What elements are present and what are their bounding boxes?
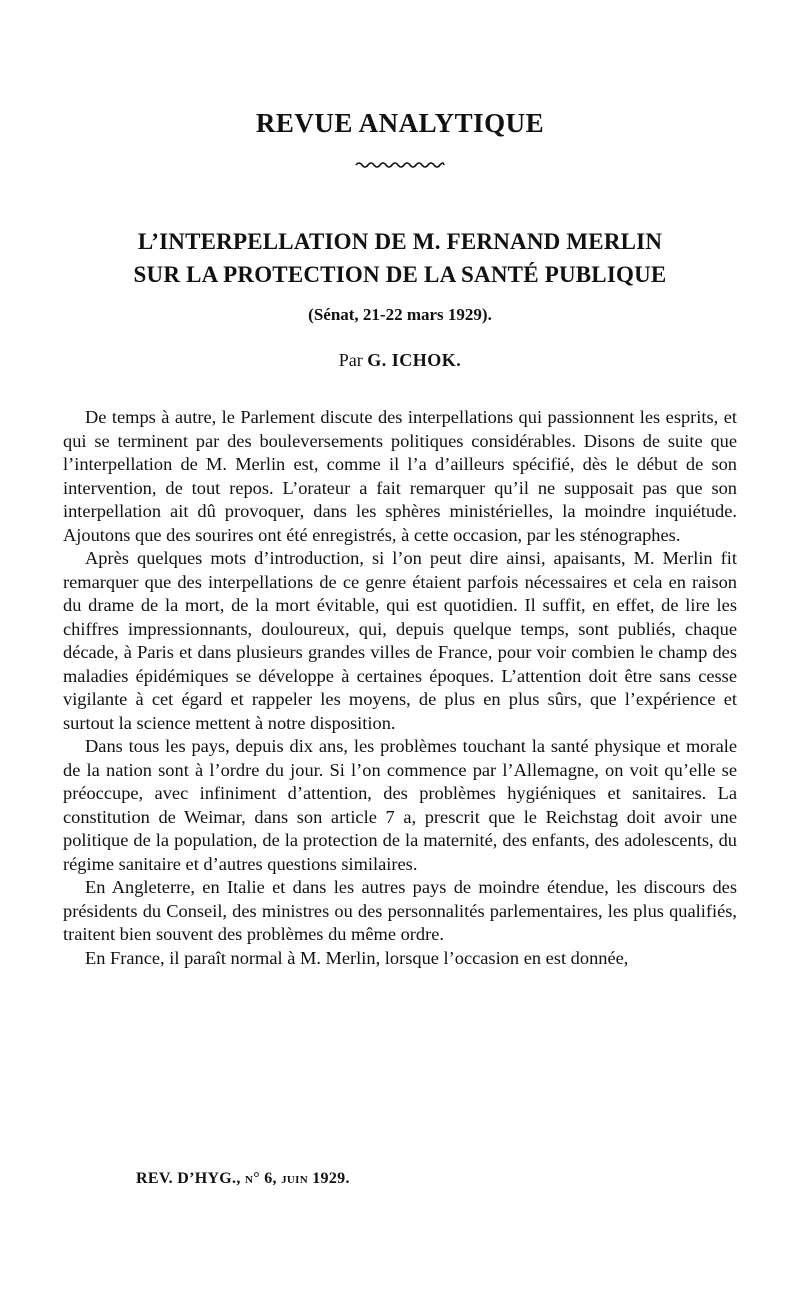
article-body [63, 406, 737, 970]
byline-prefix: Par [338, 350, 363, 370]
ornament-divider [354, 158, 446, 170]
paragraph-3: Dans tous les pays, depuis dix ans, les problèmes touchant la santé physique et morale de la nation sont à l’ordre du jour. Si l’on commence par l’Allemagne, on voit qu’elle se préoccupe, avec infiniment d’attention, des problèmes hygiéniques et sanitaires. La constitution de Weimar, dans son article 7 a, prescrit que le Reichstag doit avoir une politique de la population, de la protection de la maternité, des enfants, des adolescents, du régime sanitaire et d’autres questions similaires. [63, 736, 737, 874]
section-title: REVUE ANALYTIQUE [255, 108, 545, 138]
paragraph-5: En France, il paraît normal à M. Merlin, lorsque l’occasion en est donnée, [85, 947, 629, 968]
paragraph-2: Après quelques mots d’introduction, si l’on peut dire ainsi, apaisants, M. Merlin fit remarquer que des interpellations de ce genre étaient parfois nécessaires et cela en raison du drame de la mort, de la mort évitable, qui est quotidien. Il suffit, en effet, de lire les chiffres impressionnants, douloureux, qui, depuis quelque temps, sont publiés, chaque décade, à Paris et dans plusieurs grandes villes de France, pour voir combien le champ des maladies épidémiques se développe à certaines époques. L’attention doit être sans cesse vigilante à cet égard et rappeler les moyens, de plus en plus sûrs, que l’expérience et surtout la science mettent à notre disposition. [63, 548, 737, 733]
article-title-line-1: L’INTERPELLATION DE M. FERNAND MERLIN [137, 229, 663, 254]
journal-footer: REV. D’HYG., n° 6, juin 1929. [136, 1170, 350, 1187]
paragraph-1: De temps à autre, le Parlement discute des interpellations qui passionnent les esprits, et qui se terminent par des bouleversements politiques considérables. Disons de suite que l’interpellation de M. Merlin est, comme il l’a d’ailleurs spécifié, dès le début de son intervention, de tout repos. L’orateur a fait remarquer qu’il ne supposait pas que son interpellation ait dû provoquer, dans les sphères ministérielles, la moindre inquiétude. Ajoutons que des sourires ont été enregistrés, à cette occasion, par les sténographes. [63, 407, 737, 545]
article-title [0, 225, 800, 291]
author-name: G. ICHOK. [367, 350, 462, 370]
article-title-line-2: SUR LA PROTECTION DE LA SANTÉ PUBLIQUE [133, 262, 667, 287]
paragraph-4: En Angleterre, en Italie et dans les autres pays de moindre étendue, les discours des présidents du Conseil, des ministres ou des personnalités parlementaires, les plus qualifiés, traitent bien souvent des problèmes du même ordre. [63, 877, 737, 944]
byline [0, 350, 800, 371]
session-date: (Sénat, 21-22 mars 1929). [308, 305, 492, 324]
